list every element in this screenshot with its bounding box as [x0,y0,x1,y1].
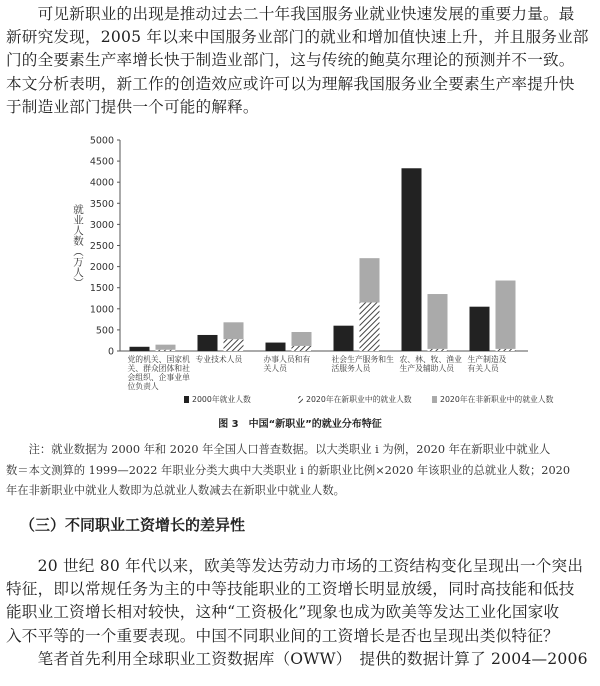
text-line: 门的全要素生产率增长快于制造业部门，这与传统的鲍莫尔理论的预测并不一致。 [6,51,575,70]
category-label: 关人员 [263,364,287,373]
figure-note [6,440,594,502]
legend-swatch [184,396,189,403]
y-tick-label: 1000 [89,304,114,316]
bar-2020-new-occupation [224,339,244,351]
note-line: 数＝本文测算的 1999—2022 年职业分类大典中大类职业 i 的新职业比例×2020 年该职业的总就业人数；2020 [6,463,571,477]
bar-2020-new-occupation [360,302,380,351]
section-heading: （三）不同职业工资增长的差异性 [20,516,246,534]
category-label: 专业技术人员 [195,355,243,364]
y-tick-label: 3000 [89,219,114,231]
text-line: 20 世纪 80 年代以来，欧美等发达劳动力市场的工资结构变化呈现出一个突出 [6,557,584,575]
bar-2020-new-occupation [292,346,312,351]
bar-2020-non-new-occupation [496,281,516,349]
bar-2000-employment [130,347,150,351]
text-line: 于制造业部门提供一个可能的解释。 [6,97,259,116]
y-tick-label: 3500 [89,198,114,210]
bar-2020-non-new-occupation [224,322,244,339]
category-label: 社会生产服务和生 [331,355,394,364]
category-label: 关、群众团体和社 [127,364,190,373]
y-axis-label: 就业人数（万人） [72,204,84,288]
text-line: 本文分析表明，新工作的创造效应或许可以为理解我国服务业全要素生产率提升快 [6,74,575,93]
text-line: 可见新职业的出现是推动过去二十年我国服务业就业快速发展的重要力量。最 [6,5,575,23]
y-tick-label: 4500 [89,156,114,168]
bar-2020-non-new-occupation [428,294,448,349]
y-tick-label: 5000 [89,135,114,147]
bar-2000-employment [334,326,354,351]
legend-swatch [298,396,303,403]
text-line: 特征，即以常规任务为主的中等技能职业的工资增长明显放缓，同时高技能和低技 [6,580,575,599]
text-line: 入不平等的一个重要表现。中国不同职业间的工资增长是否也呈现出类似特征？ [6,626,559,645]
note-line: 年在非新职业中就业人数即为总就业人数减去在新职业中就业人数。 [6,484,345,497]
category-label: 生产制造及 [467,355,507,364]
bar-2020-non-new-occupation [292,332,312,346]
y-tick-label: 2500 [89,241,114,252]
legend-label: 2020年在新职业中的就业人数 [306,395,412,404]
legend-label: 2020年在非新职业中的就业人数 [440,395,554,404]
category-label: 位负责人 [127,382,159,391]
chart-canvas [0,130,600,415]
legend-swatch [432,396,437,403]
bar-2020-non-new-occupation [360,258,380,302]
body-paragraph [6,555,594,671]
bar-2000-employment [198,335,218,351]
text-line: 能职业工资增长相对较快，这种“工资极化”现象也成为欧美等发达工业化国家收 [6,603,560,622]
bar-2020-new-occupation [496,349,516,351]
category-label: 会组织、企事业单 [127,373,190,382]
y-tick-label: 0 [107,346,114,358]
y-tick-label: 1500 [89,283,114,295]
figure-caption: 图 3 中国“新职业”的就业分布特征 [218,419,382,430]
category-label: 活服务人员 [331,364,371,373]
bar-2020-new-occupation [156,350,176,351]
bar-2000-employment [266,343,286,351]
employment-distribution-chart [0,130,600,420]
y-tick-label: 4000 [89,177,114,189]
category-label: 农、林、牧、渔业 [399,355,462,364]
note-line: 注：就业数据为 2000 年和 2020 年全国人口普查数据。以大类职业 i 为例，2020 年在新职业中就业人 [6,443,551,456]
category-label: 党的机关、国家机 [127,355,190,364]
intro-paragraph [6,3,594,119]
y-tick-label: 2000 [89,262,114,274]
bar-2020-non-new-occupation [156,345,176,350]
y-tick-label: 500 [95,325,114,337]
category-label: 有关人员 [467,364,499,373]
legend-label: 2000年就业人数 [192,395,251,404]
bar-2000-employment [402,168,422,351]
category-label: 办事人员和有 [263,355,311,364]
text-line: 笔者首先利用全球职业工资数据库（OWW） 提供的数据计算了 2004—2006 [6,649,588,668]
category-label: 生产及辅助人员 [399,364,455,373]
bar-2020-new-occupation [428,349,448,351]
text-line: 新研究发现，2005 年以来中国服务业部门的就业和增加值快速上升，并且服务业部 [6,28,589,47]
bar-2000-employment [470,307,490,351]
